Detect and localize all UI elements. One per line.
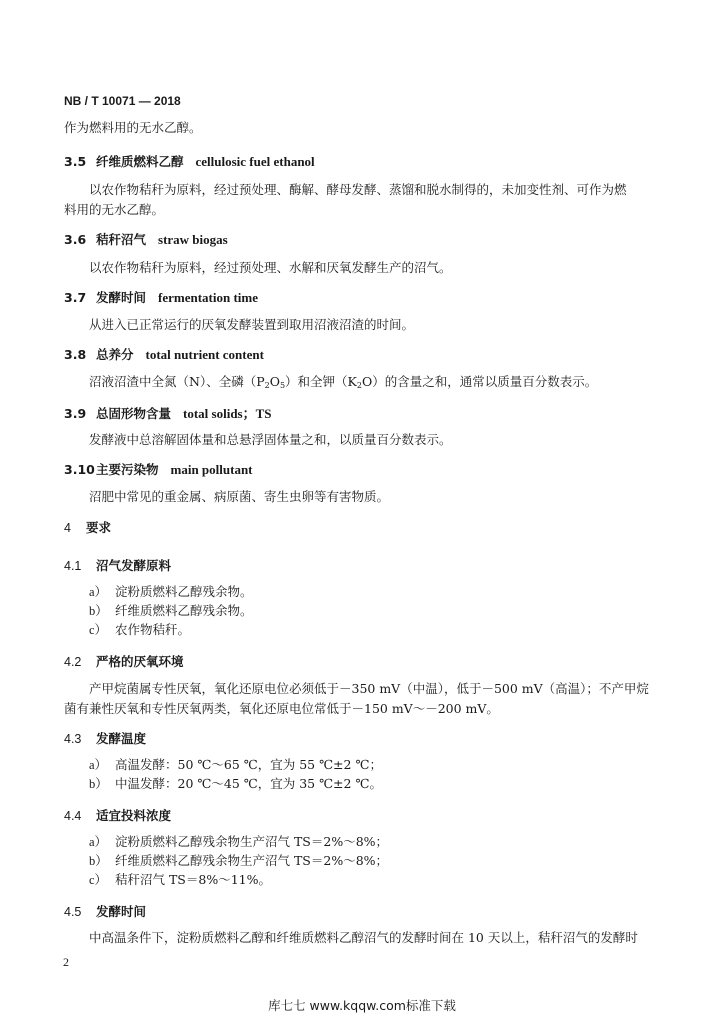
subscript: 5 <box>279 381 286 390</box>
list-item <box>89 774 382 794</box>
clause-number: 4.4 <box>64 809 82 823</box>
clause-heading-4-2 <box>64 652 184 670</box>
term-heading-3-6 <box>64 230 228 248</box>
footer-watermark: 库七七 www.kqqw.com标准下载 <box>268 998 456 1013</box>
term-number: 3.9 <box>64 406 87 421</box>
section-number: 4 <box>64 521 71 535</box>
clause-text-line: 菌有兼性厌氧和专性厌氧两类，氧化还原电位常低于－150 mV～－200 mV。 <box>64 701 499 716</box>
subscript: 2 <box>356 381 362 390</box>
clause-number: 4.3 <box>64 732 82 746</box>
term-cn: 主要污染物 <box>96 462 159 477</box>
list-marker: a） <box>89 758 108 772</box>
text-segment: ）和全钾（K <box>285 374 357 389</box>
term-definition-line: 以农作物秸秆为原料，经过预处理、水解和厌氧发酵生产的沼气。 <box>89 260 452 275</box>
term-en: total nutrient content <box>145 347 264 362</box>
term-definition-line: 从进入已正常运行的厌氧发酵装置到取用沼液沼渣的时间。 <box>89 317 415 332</box>
text-segment: O <box>269 374 280 389</box>
term-en: total solids；TS <box>183 406 272 421</box>
term-heading-3-7 <box>64 288 258 306</box>
clause-title: 沼气发酵原料 <box>96 558 172 573</box>
term-cn: 发酵时间 <box>96 290 147 305</box>
list-marker: c） <box>89 623 108 637</box>
list-item-text: 淀粉质燃料乙醇残余物生产沼气 TS＝2%～8%； <box>115 834 389 849</box>
clause-title: 发酵时间 <box>96 904 147 919</box>
text-segment: O）的含量之和，通常以质量百分数表示。 <box>361 374 598 389</box>
term-cn: 纤维质燃料乙醇 <box>96 154 184 169</box>
clause-heading-4-5 <box>64 902 146 920</box>
term-definition-line: 发酵液中总溶解固体量和总悬浮固体量之和，以质量百分数表示。 <box>89 432 452 447</box>
list-item <box>89 870 271 890</box>
term-heading-3-8 <box>64 345 264 363</box>
term-definition-line: 沼肥中常见的重金属、病原菌、寄生虫卵等有害物质。 <box>89 489 390 504</box>
term-heading-3-9 <box>64 403 272 422</box>
list-marker: a） <box>89 585 108 599</box>
list-marker: b） <box>89 854 108 868</box>
list-marker: c） <box>89 873 108 887</box>
list-marker: a） <box>89 835 108 849</box>
list-item-text: 秸秆沼气 TS＝8%～11%。 <box>115 872 271 887</box>
text-segment: 沼液沼渣中全氮（N）、全磷（P <box>89 374 265 389</box>
clause-number: 4.1 <box>64 559 82 573</box>
term-cn: 总养分 <box>96 347 134 362</box>
term-number: 3.8 <box>64 347 87 362</box>
clause-text-line: 产甲烷菌属专性厌氧，氧化还原电位必须低于－350 mV（中温），低于－500 mV（高温）；不产甲烷 <box>89 681 649 696</box>
list-marker: b） <box>89 604 108 618</box>
clause-heading-4-3 <box>64 729 146 747</box>
term-cn: 总固形物含量 <box>96 406 172 421</box>
clause-title: 严格的厌氧环境 <box>96 654 184 669</box>
subscript: 2 <box>264 381 270 390</box>
page-number: 2 <box>63 955 69 969</box>
term-number: 3.5 <box>64 154 87 169</box>
list-item <box>89 620 190 640</box>
term-heading-3-5 <box>64 152 315 170</box>
list-item <box>89 851 388 871</box>
term-definition-line <box>89 372 597 396</box>
clause-heading-4-4 <box>64 806 171 824</box>
clause-heading-4-1 <box>64 556 171 574</box>
section-title: 要求 <box>86 520 112 535</box>
clause-title: 适宜投料浓度 <box>96 808 172 823</box>
list-item-text: 纤维质燃料乙醇残余物。 <box>115 603 253 618</box>
list-marker: b） <box>89 777 108 791</box>
term-en: cellulosic fuel ethanol <box>195 154 315 169</box>
term-number: 3.10 <box>64 462 95 477</box>
term-definition-line: 料用的无水乙醇。 <box>64 202 165 217</box>
clause-text-line: 中高温条件下，淀粉质燃料乙醇和纤维质燃料乙醇沼气的发酵时间在 10 天以上，秸秆沼气的发酵时 <box>89 930 638 945</box>
section-heading-4 <box>64 518 111 536</box>
term-heading-3-10 <box>64 460 253 478</box>
list-item <box>89 755 382 775</box>
term-definition-line: 以农作物秸秆为原料，经过预处理、酶解、酵母发酵、蒸馏和脱水制得的，未加变性剂、可作为燃 <box>89 182 627 197</box>
list-item <box>89 582 253 602</box>
list-item-text: 淀粉质燃料乙醇残余物。 <box>115 584 253 599</box>
list-item-text: 农作物秸秆。 <box>115 622 191 637</box>
term-en: fermentation time <box>158 290 259 305</box>
term-number: 3.7 <box>64 290 87 305</box>
clause-number: 4.2 <box>64 655 82 669</box>
term-cn: 秸秆沼气 <box>96 232 147 247</box>
list-item-text: 纤维质燃料乙醇残余物生产沼气 TS＝2%～8%； <box>115 853 389 868</box>
term-en: straw biogas <box>158 232 228 247</box>
term-en: main pollutant <box>170 462 253 477</box>
clause-title: 发酵温度 <box>96 731 147 746</box>
clause-number: 4.5 <box>64 905 82 919</box>
list-item <box>89 832 388 852</box>
list-item-text: 高温发酵：50 ℃～65 ℃，宜为 55 ℃±2 ℃； <box>115 757 382 772</box>
list-item-text: 中温发酵：20 ℃～45 ℃，宜为 35 ℃±2 ℃。 <box>115 776 382 791</box>
list-item <box>89 601 253 621</box>
term-number: 3.6 <box>64 232 87 247</box>
standard-code: NB / T 10071 — 2018 <box>64 94 181 108</box>
carryover-text: 作为燃料用的无水乙醇。 <box>64 120 202 135</box>
